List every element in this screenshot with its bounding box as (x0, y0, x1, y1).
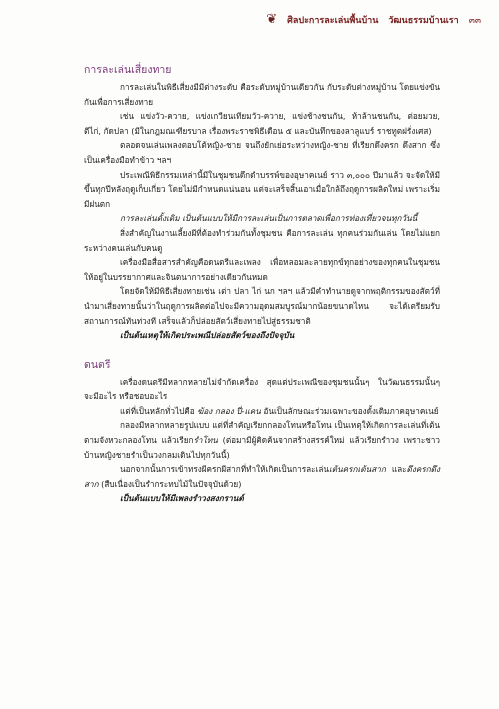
text-segment: ฆ้อง กลอง ปี่-แคน (197, 405, 261, 416)
text-segment: ตลอดจนเล่นเพลงตอบโต้หญิง-ชาย จนถึงยักเย่อระหว่างหญิง-ชาย ที่เรียกดึงครก ดึงสาก ซึ่งเป็นเครื่องมือทำข้าว ฯลฯ (84, 140, 440, 165)
body-paragraph (84, 418, 440, 462)
text-segment: เช่น แข่งวัว-ควาย, แข่งเกวียนเทียมวัว-ควาย, แข่งช้างชนกัน, ห้าล้านชนกัน, ต่อยมวย, ตีไก่, กัดปลา (มีในกฎมณเฑียรบาล เรื่องพระราชพิธีเดือน ๕ และบันทึกของลาลูแบร์ ราชทูตฝรั่งเศส) (84, 111, 440, 136)
body-paragraph (84, 284, 440, 328)
text-segment: ดึงครกดึงสาก (84, 464, 440, 489)
text-segment: การละเล่นในพิธีเสี่ยงมีมีต่างระดับ คือระดับหมู่บ้านเดียวกัน กับระดับต่างหมู่บ้าน โดยแข่งขันกันเพื่อการเสี่ยงทาย (84, 82, 440, 107)
section-heading: การละเล่นเสี่ยงทาย (84, 64, 172, 76)
text-segment: แต่ที่เป็นหลักทั่วไปคือ (120, 405, 198, 416)
text-segment: เป็นต้นเหตุให้เกิดประเพณีปล่อยสัตว์ของถึงปัจจุบัน (120, 330, 295, 341)
body-paragraph (84, 255, 440, 284)
section-heading: ดนตรี (84, 358, 111, 371)
body-paragraph (84, 168, 440, 212)
body-paragraph (84, 138, 440, 167)
text-segment: และ (385, 464, 407, 475)
body-paragraph (84, 375, 440, 404)
page-body (84, 62, 440, 506)
text-segment: เครื่องมือสื่อสารสำคัญคือดนตรีและเพลง เพื่อหลอมละลายทุกข์ทุกอย่างของทุกคนในชุมชนให้อยู่ในบรรยากาศและจินตนาการอย่างเดียวกันหมด (84, 257, 440, 282)
series-title: วัฒนธรรมบ้านเรา (388, 15, 459, 26)
body-paragraph (84, 109, 440, 138)
emphasis-paragraph (84, 211, 440, 226)
body-paragraph (84, 404, 440, 419)
text-segment: (สืบเนื่องเป็นรำกระทบไม้ในปัจจุบันด้วย) (98, 478, 242, 489)
emphasis-paragraph (84, 328, 440, 343)
text-segment: เป็นต้นแบบให้มีเพลงรำวงสงกรานต์ (120, 493, 244, 504)
text-segment: รำโทน (193, 435, 218, 446)
body-paragraph (84, 226, 440, 255)
text-segment: สิ่งสำคัญในงานเลี้ยงผีที่ต้องทำร่วมกันทั้งชุมชน คือการละเล่น ทุกคนร่วมกันเล่น โดยไม่แยกระหว่างคนเล่นกับคนดู (84, 227, 440, 253)
text-segment: ประเพณีพิธีกรรมเหล่านี้มีในชุมชนดึกดำบรรพ์ของอุษาคเนย์ ราว ๓,๐๐๐ ปีมาแล้ว จะจัดให้มีขึ้นทุกปีหลังฤดูเก็บเกี่ยว โดยไม่มีกำหนดแน่นอน แต่จะเสร็จสิ้นเอาเมื่อใกล้ถึงฤดูการผลิตใหม่ เพราะเริ่มมีฝนตก (84, 169, 440, 209)
text-segment: (ต่อมามีผู้คิดค้นจากสร้างสรรค์ใหม่ แล้วเรียกรำวง เพราะชาวบ้านหญิงชายรำเป็นวงกลมเดินไปทุกวันนี้) (84, 435, 440, 460)
page-number: ๓๓ (468, 15, 481, 26)
book-title: ศิลปะการละเล่นพื้นบ้าน (287, 15, 379, 26)
page-header (266, 12, 481, 27)
text-segment: โดยจัดให้มีพิธีเสี่ยงทายเช่น เต่า ปลา ไก่ นก ฯลฯ แล้วมีคำทำนายดูจากพฤติกรรมของสัตว์ที่นำมาเสี่ยงทายนั้นว่าในฤดูการผลิตต่อไปจะมีความอุดมสมบูรณ์มากน้อยขนาดไหน จะได้เตรียมรับสถานการณ์ทันท่วงที เสร็จแล้วก็ปล่อยสัตว์เสี่ยงทายไปสู่ธรรมชาติ (84, 286, 440, 326)
text-segment: เต้นครกเต้นสาก (328, 464, 386, 475)
text-segment: กลองมีหลากหลายรูปแบบ แต่ที่สำคัญเรียกกลองโทนหรือโทน เป็นเหตุให้เกิดการละเล่นที่เต้นตามจังหวะกลองโทน แล้วเรียก (84, 420, 440, 446)
book-logo-icon: ❦ (266, 12, 278, 27)
body-paragraph (84, 80, 440, 109)
text-segment: การละเล่นดั้งเดิม เป็นต้นแบบให้มีการละเล่นเป็นการตลาดเพื่อการท่องเที่ยวจนทุกวันนี้ (120, 213, 418, 224)
text-segment: อันเป็นลักษณะร่วมเฉพาะของดั้งเดิมภาคอุษาคเนย์ (260, 405, 439, 416)
body-paragraph (84, 462, 440, 491)
emphasis-paragraph (84, 491, 440, 506)
text-segment: เครื่องดนตรีมีหลากหลายไม่จำกัดเครื่อง สุดแต่ประเพณีของชุมชนนั้นๆ ในวัฒนธรรมนั้นๆ จะมีอะไร หรือชอบอะไร (84, 376, 440, 402)
text-segment: นอกจากนั้นการเข้าทรงผีครกผีสากที่ทำให้เกิดเป็นการละเล่น (120, 464, 329, 475)
